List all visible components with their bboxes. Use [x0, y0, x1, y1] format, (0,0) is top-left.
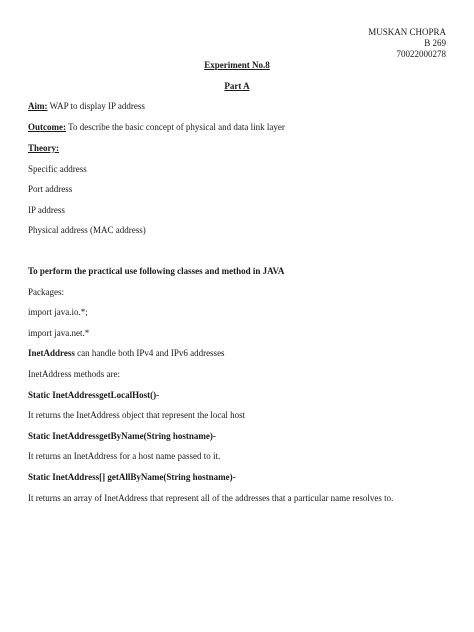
aim-label: Aim:: [28, 101, 48, 111]
import-line: import java.io.*;: [28, 307, 88, 317]
experiment-title: Experiment No.8: [204, 60, 270, 70]
theory-item: IP address: [28, 205, 65, 215]
inetaddress-line: [28, 348, 225, 359]
theory-item: Port address: [28, 184, 73, 194]
aim-line: [28, 101, 145, 112]
practical-heading: To perform the practical use following classes and method in JAVA: [28, 266, 285, 276]
outcome-text: To describe the basic concept of physical and data link layer: [66, 122, 285, 132]
part-title: Part A: [224, 81, 250, 91]
aim-text: WAP to display IP address: [47, 101, 145, 111]
author-header: [368, 27, 446, 60]
outcome-label: Outcome:: [28, 122, 66, 132]
methods-label: InetAddress methods are:: [28, 369, 120, 379]
author-roll: B 269: [424, 38, 446, 48]
packages-label: Packages:: [28, 287, 64, 297]
theory-item: Physical address (MAC address): [28, 225, 146, 235]
method-description: It returns an array of InetAddress that represent all of the addresses that a particular name resolves to.: [28, 493, 394, 503]
method-signature: Static InetAddress[] getAllByName(String hostname)-: [28, 472, 236, 482]
import-line: import java.net.*: [28, 328, 90, 338]
inetaddress-desc: can handle both IPv4 and IPv6 addresses: [74, 348, 225, 358]
method-description: It returns the InetAddress object that represent the local host: [28, 410, 246, 420]
theory-item: Specific address: [28, 164, 87, 174]
method-description: It returns an InetAddress for a host name passed to it.: [28, 451, 221, 461]
outcome-line: [28, 122, 285, 133]
method-signature: Static InetAddressgetLocalHost()-: [28, 390, 160, 400]
method-signature: Static InetAddressgetByName(String hostname)-: [28, 431, 216, 441]
theory-label: Theory:: [28, 143, 59, 153]
inetaddress-name: InetAddress: [28, 348, 75, 358]
author-id: 70022000278: [396, 49, 446, 59]
author-name: MUSKAN CHOPRA: [368, 27, 446, 37]
